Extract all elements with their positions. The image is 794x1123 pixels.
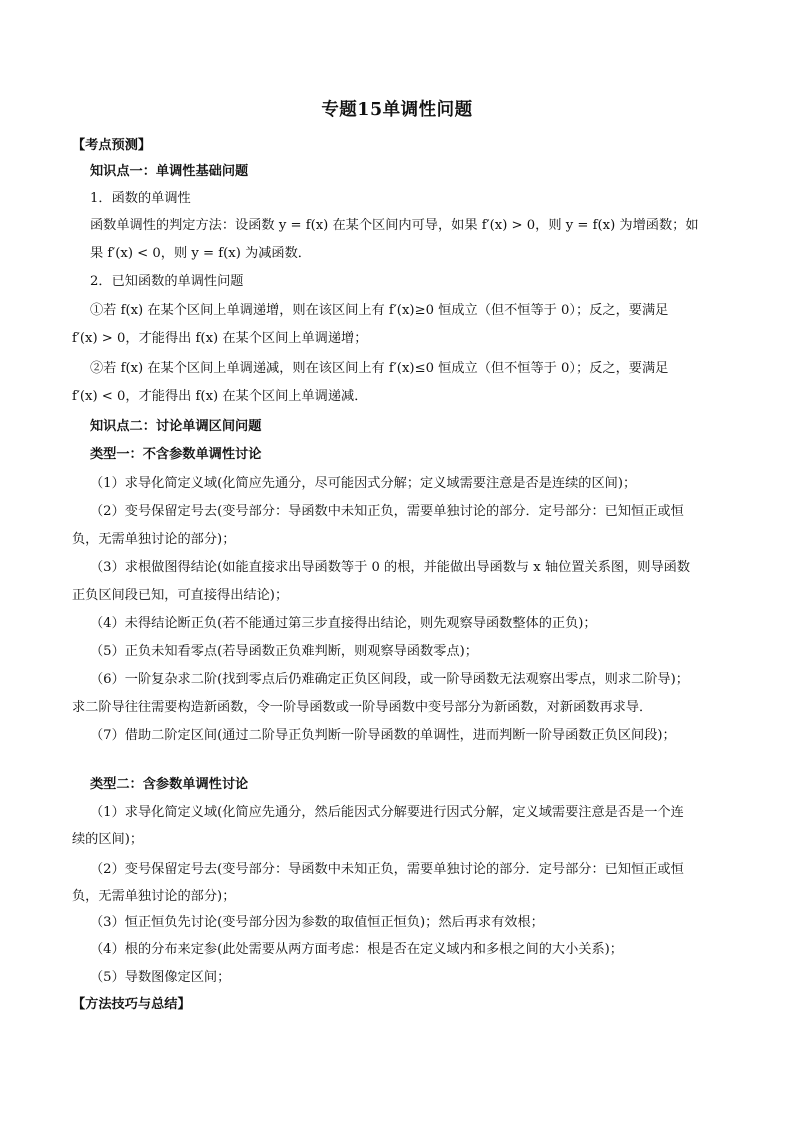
text-line: ②若 f(x) 在某个区间上单调递减，则在该区间上有 f′(x)≤0 恒成立（但不恒等于 0）；反之，要满足: [90, 361, 669, 376]
section-heading: 【考点预测】: [72, 138, 152, 153]
text-line: （5）正负未知看零点(若导函数正负难判断，则观察导函数零点)；: [90, 644, 478, 659]
page-title: 专题15单调性问题: [321, 100, 473, 120]
section-heading: 类型二：含参数单调性讨论: [90, 777, 249, 792]
text-line: （4）未得结论断正负(若不能通过第三步直接得出结论，则先观察导函数整体的正负)；: [90, 616, 597, 631]
text-line: 正负区间段已知，可直接得出结论)；: [72, 588, 289, 603]
text-line: （1）求导化简定义域(化简应先通分，尽可能因式分解；定义域需要注意是否是连续的区间)；: [90, 476, 637, 491]
section-heading: 【方法技巧与总结】: [72, 997, 191, 1012]
text-line: 负，无需单独讨论的部分)；: [72, 889, 236, 904]
text-line: （6）一阶复杂求二阶(找到零点后仍难确定正负区间段，或一阶导函数无法观察出零点，则求二阶导)；: [90, 672, 689, 687]
text-line: （5）导数图像定区间；: [90, 970, 231, 985]
text-line: （7）借助二阶定区间(通过二阶导正负判断一阶导函数的单调性，进而判断一阶导函数正负区间段)；: [90, 728, 676, 743]
section-heading: 类型一：不含参数单调性讨论: [90, 447, 262, 462]
section-heading: 知识点二：讨论单调区间问题: [90, 419, 262, 434]
text-line: （1）求导化简定义域(化简应先通分，然后能因式分解要进行因式分解，定义域需要注意是否是一个连: [90, 805, 684, 820]
text-line: （2）变号保留定号去(变号部分：导函数中未知正负，需要单独讨论的部分．定号部分：已知恒正或恒: [90, 862, 684, 877]
text-line: 函数单调性的判定方法：设函数 y = f(x) 在某个区间内可导，如果 f′(x) > 0，则 y = f(x) 为增函数；如: [90, 218, 699, 233]
text-line: 1．函数的单调性: [90, 191, 191, 206]
text-line: （4）根的分布来定参(此处需要从两方面考虑：根是否在定义域内和多根之间的大小关系)；: [90, 942, 623, 957]
text-line: 2．已知函数的单调性问题: [90, 274, 244, 289]
text-line: 续的区间)；: [72, 832, 144, 847]
text-line: 负，无需单独讨论的部分)；: [72, 532, 236, 547]
text-line: f′(x) < 0，才能得出 f(x) 在某个区间上单调递减．: [72, 389, 368, 404]
text-line: 果 f′(x) < 0，则 y = f(x) 为减函数．: [90, 246, 311, 261]
text-line: f′(x) > 0，才能得出 f(x) 在某个区间上单调递增；: [72, 331, 368, 346]
text-line: （3）求根做图得结论(如能直接求出导函数等于 0 的根，并能做出导函数与 x 轴位置关系图，则导函数: [90, 560, 691, 575]
section-heading: 知识点一：单调性基础问题: [90, 164, 249, 179]
text-line: （3）恒正恒负先讨论(变号部分因为参数的取值恒正恒负)；然后再求有效根；: [90, 915, 544, 930]
text-line: 求二阶导往往需要构造新函数，令一阶导函数或一阶导函数中变号部分为新函数，对新函数再求导．: [72, 700, 653, 715]
text-line: （2）变号保留定号去(变号部分：导函数中未知正负，需要单独讨论的部分．定号部分：已知恒正或恒: [90, 504, 684, 519]
text-line: ①若 f(x) 在某个区间上单调递增，则在该区间上有 f′(x)≥0 恒成立（但不恒等于 0）；反之，要满足: [90, 303, 669, 318]
